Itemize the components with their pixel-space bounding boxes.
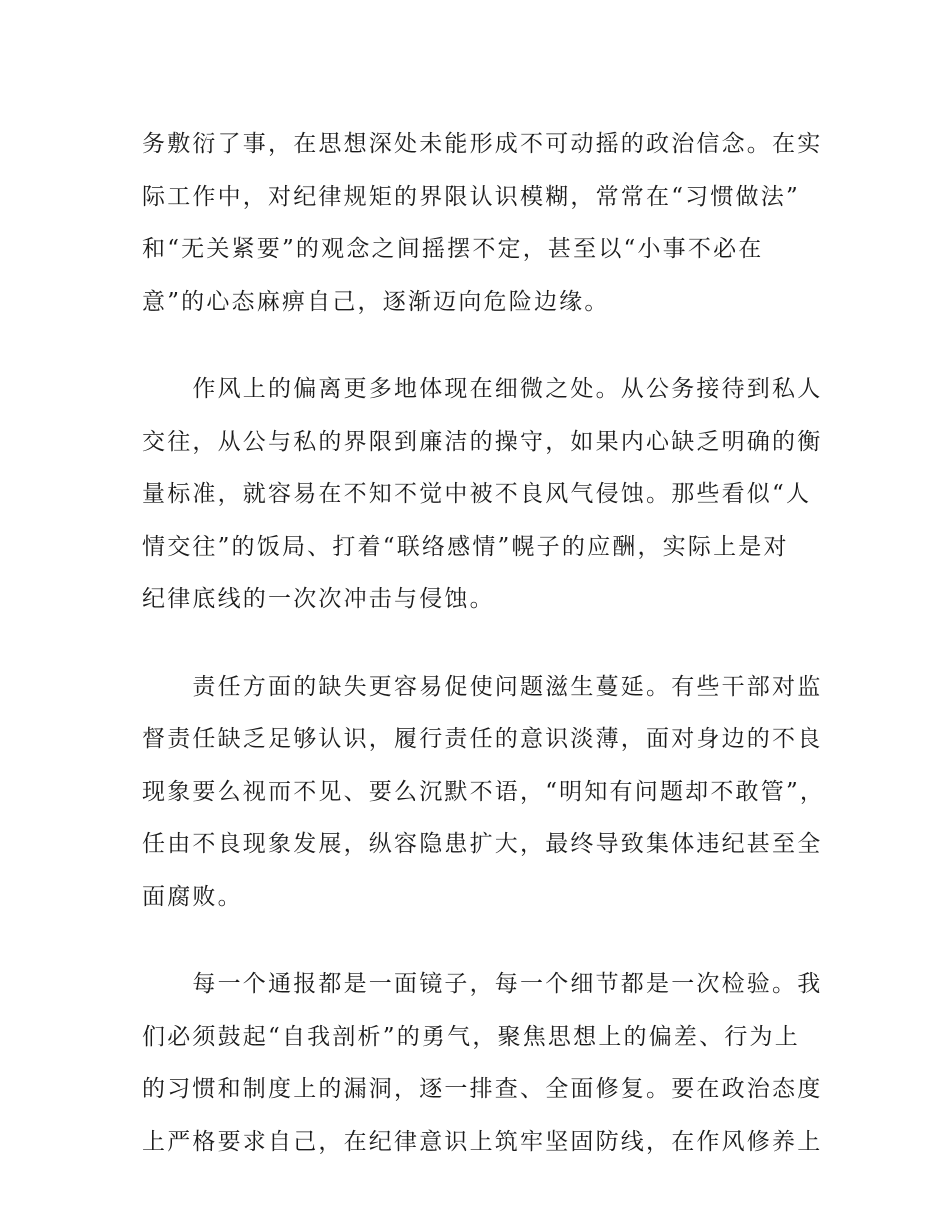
- text-line: 交往，从公与私的界限到廉洁的操守，如果内心缺乏明确的衡: [142, 428, 823, 455]
- text-line: 务敷衍了事，在思想深处未能形成不可动摇的政治信念。在实: [142, 131, 823, 157]
- text-line: 意”的心态麻痹自己，逐渐迈向危险边缘。: [142, 288, 610, 315]
- text-line: 每一个通报都是一面镜子，每一个细节都是一次检验。我: [142, 971, 823, 997]
- text-line: 督责任缺乏足够认识，履行责任的意识淡薄，面对身边的不良: [142, 726, 823, 752]
- text-line: 面腐败。: [142, 883, 243, 910]
- paragraph-4: [142, 958, 822, 1168]
- text-line: 纪律底线的一次次冲击与侵蚀。: [142, 586, 495, 612]
- text-line: 的习惯和制度上的漏洞，逐一排查、全面修复。要在政治态度: [142, 1076, 823, 1102]
- text-line: 责任方面的缺失更容易促使问题滋生蔓延。有些干部对监: [142, 673, 823, 700]
- paragraph-gap: [142, 328, 822, 363]
- text-line: 现象要么视而不见、要么沉默不语，“明知有问题却不敢管”，: [142, 778, 826, 805]
- paragraph-2: [142, 363, 822, 626]
- text-line: 任由不良现象发展，纵容隐患扩大，最终导致集体违纪甚至全: [142, 831, 823, 857]
- text-line: 作风上的偏离更多地体现在细微之处。从公务接待到私人: [142, 376, 823, 402]
- text-line: 量标准，就容易在不知不觉中被不良风气侵蚀。那些看似“人: [142, 481, 812, 507]
- text-line: 上严格要求自己，在纪律意识上筑牢坚固防线，在作风修养上: [142, 1128, 823, 1155]
- paragraph-3: [142, 661, 826, 924]
- paragraph-gap: [142, 923, 822, 958]
- text-line: 和“无关紧要”的观念之间摇摆不定，甚至以“小事不必在: [142, 236, 764, 262]
- text-line: 情交往”的饭局、打着“联络感情”幌子的应酬，实际上是对: [142, 533, 789, 560]
- paragraph-1: [142, 118, 822, 328]
- document-body: [142, 118, 826, 1168]
- text-line: 们必须鼓起“自我剖析”的勇气，聚焦思想上的偏差、行为上: [142, 1023, 800, 1050]
- paragraph-gap: [142, 626, 822, 661]
- text-line: 际工作中，对纪律规矩的界限认识模糊，常常在“习惯做法”: [142, 183, 800, 210]
